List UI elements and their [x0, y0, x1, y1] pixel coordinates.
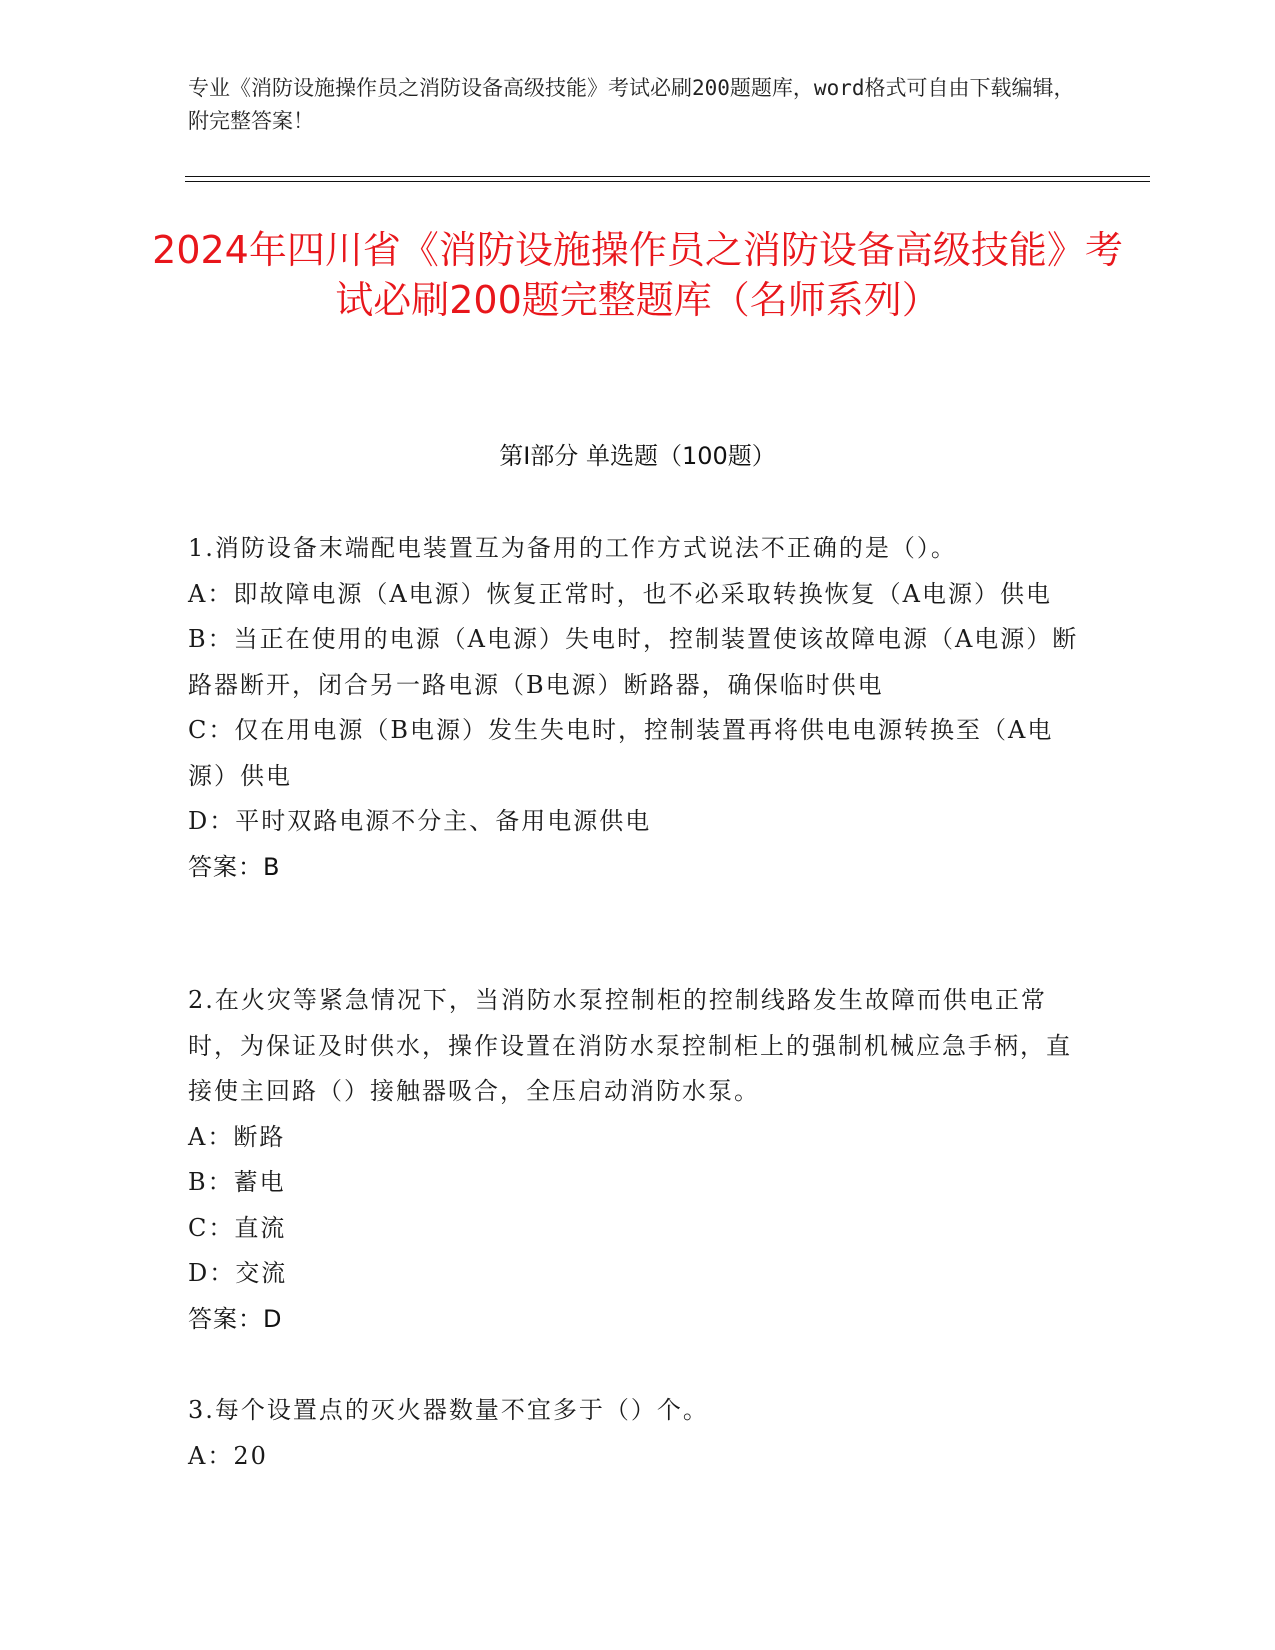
- option-b: B：当正在使用的电源（A电源）失电时，控制装置使该故障电源（A电源）断路器断开，闭合另一路电源（B电源）断路器，确保临时供电: [188, 625, 1079, 699]
- option-a: A：即故障电源（A电源）恢复正常时，也不必采取转换恢复（A电源）供电: [188, 579, 1052, 608]
- question-stem: 2.在火灾等紧急情况下，当消防水泵控制柜的控制线路发生故障而供电正常时，为保证及时供水，操作设置在消防水泵控制柜上的强制机械应急手柄，直接使主回路（）接触器吸合，全压启动消防水泵。: [188, 986, 1072, 1105]
- option-a: A：断路: [188, 1122, 286, 1151]
- question-stem: 3.每个设置点的灭火器数量不宜多于（）个。: [188, 1396, 709, 1424]
- header-note: 专业《消防设施操作员之消防设备高级技能》考试必刷200题题库，word格式可自由下载编辑，附完整答案！: [188, 76, 1075, 133]
- header-divider-top: [185, 176, 1150, 177]
- option-d: D：交流: [188, 1259, 288, 1287]
- option-a: A：20: [188, 1441, 268, 1470]
- question-2: [188, 978, 1088, 1342]
- question-stem: 1.消防设备末端配电装置互为备用的工作方式说法不正确的是（）。: [188, 534, 957, 562]
- header-divider-bottom: [185, 181, 1150, 182]
- answer: 答案：D: [188, 1304, 283, 1333]
- section-heading: 第I部分 单选题（100题）: [499, 442, 776, 470]
- option-d: D：平时双路电源不分主、备用电源供电: [188, 807, 652, 835]
- option-c: C：直流: [188, 1213, 287, 1242]
- question-3: [188, 1388, 1088, 1479]
- option-b: B：蓄电: [188, 1168, 286, 1196]
- answer: 答案：B: [188, 852, 281, 881]
- option-c: C：仅在用电源（B电源）发生失电时，控制装置再将供电电源转换至（A电源）供电: [188, 716, 1054, 790]
- document-title: 2024年四川省《消防设施操作员之消防设备高级技能》考试必刷200题完整题库（名师系列）: [152, 228, 1123, 322]
- question-1: [188, 526, 1088, 890]
